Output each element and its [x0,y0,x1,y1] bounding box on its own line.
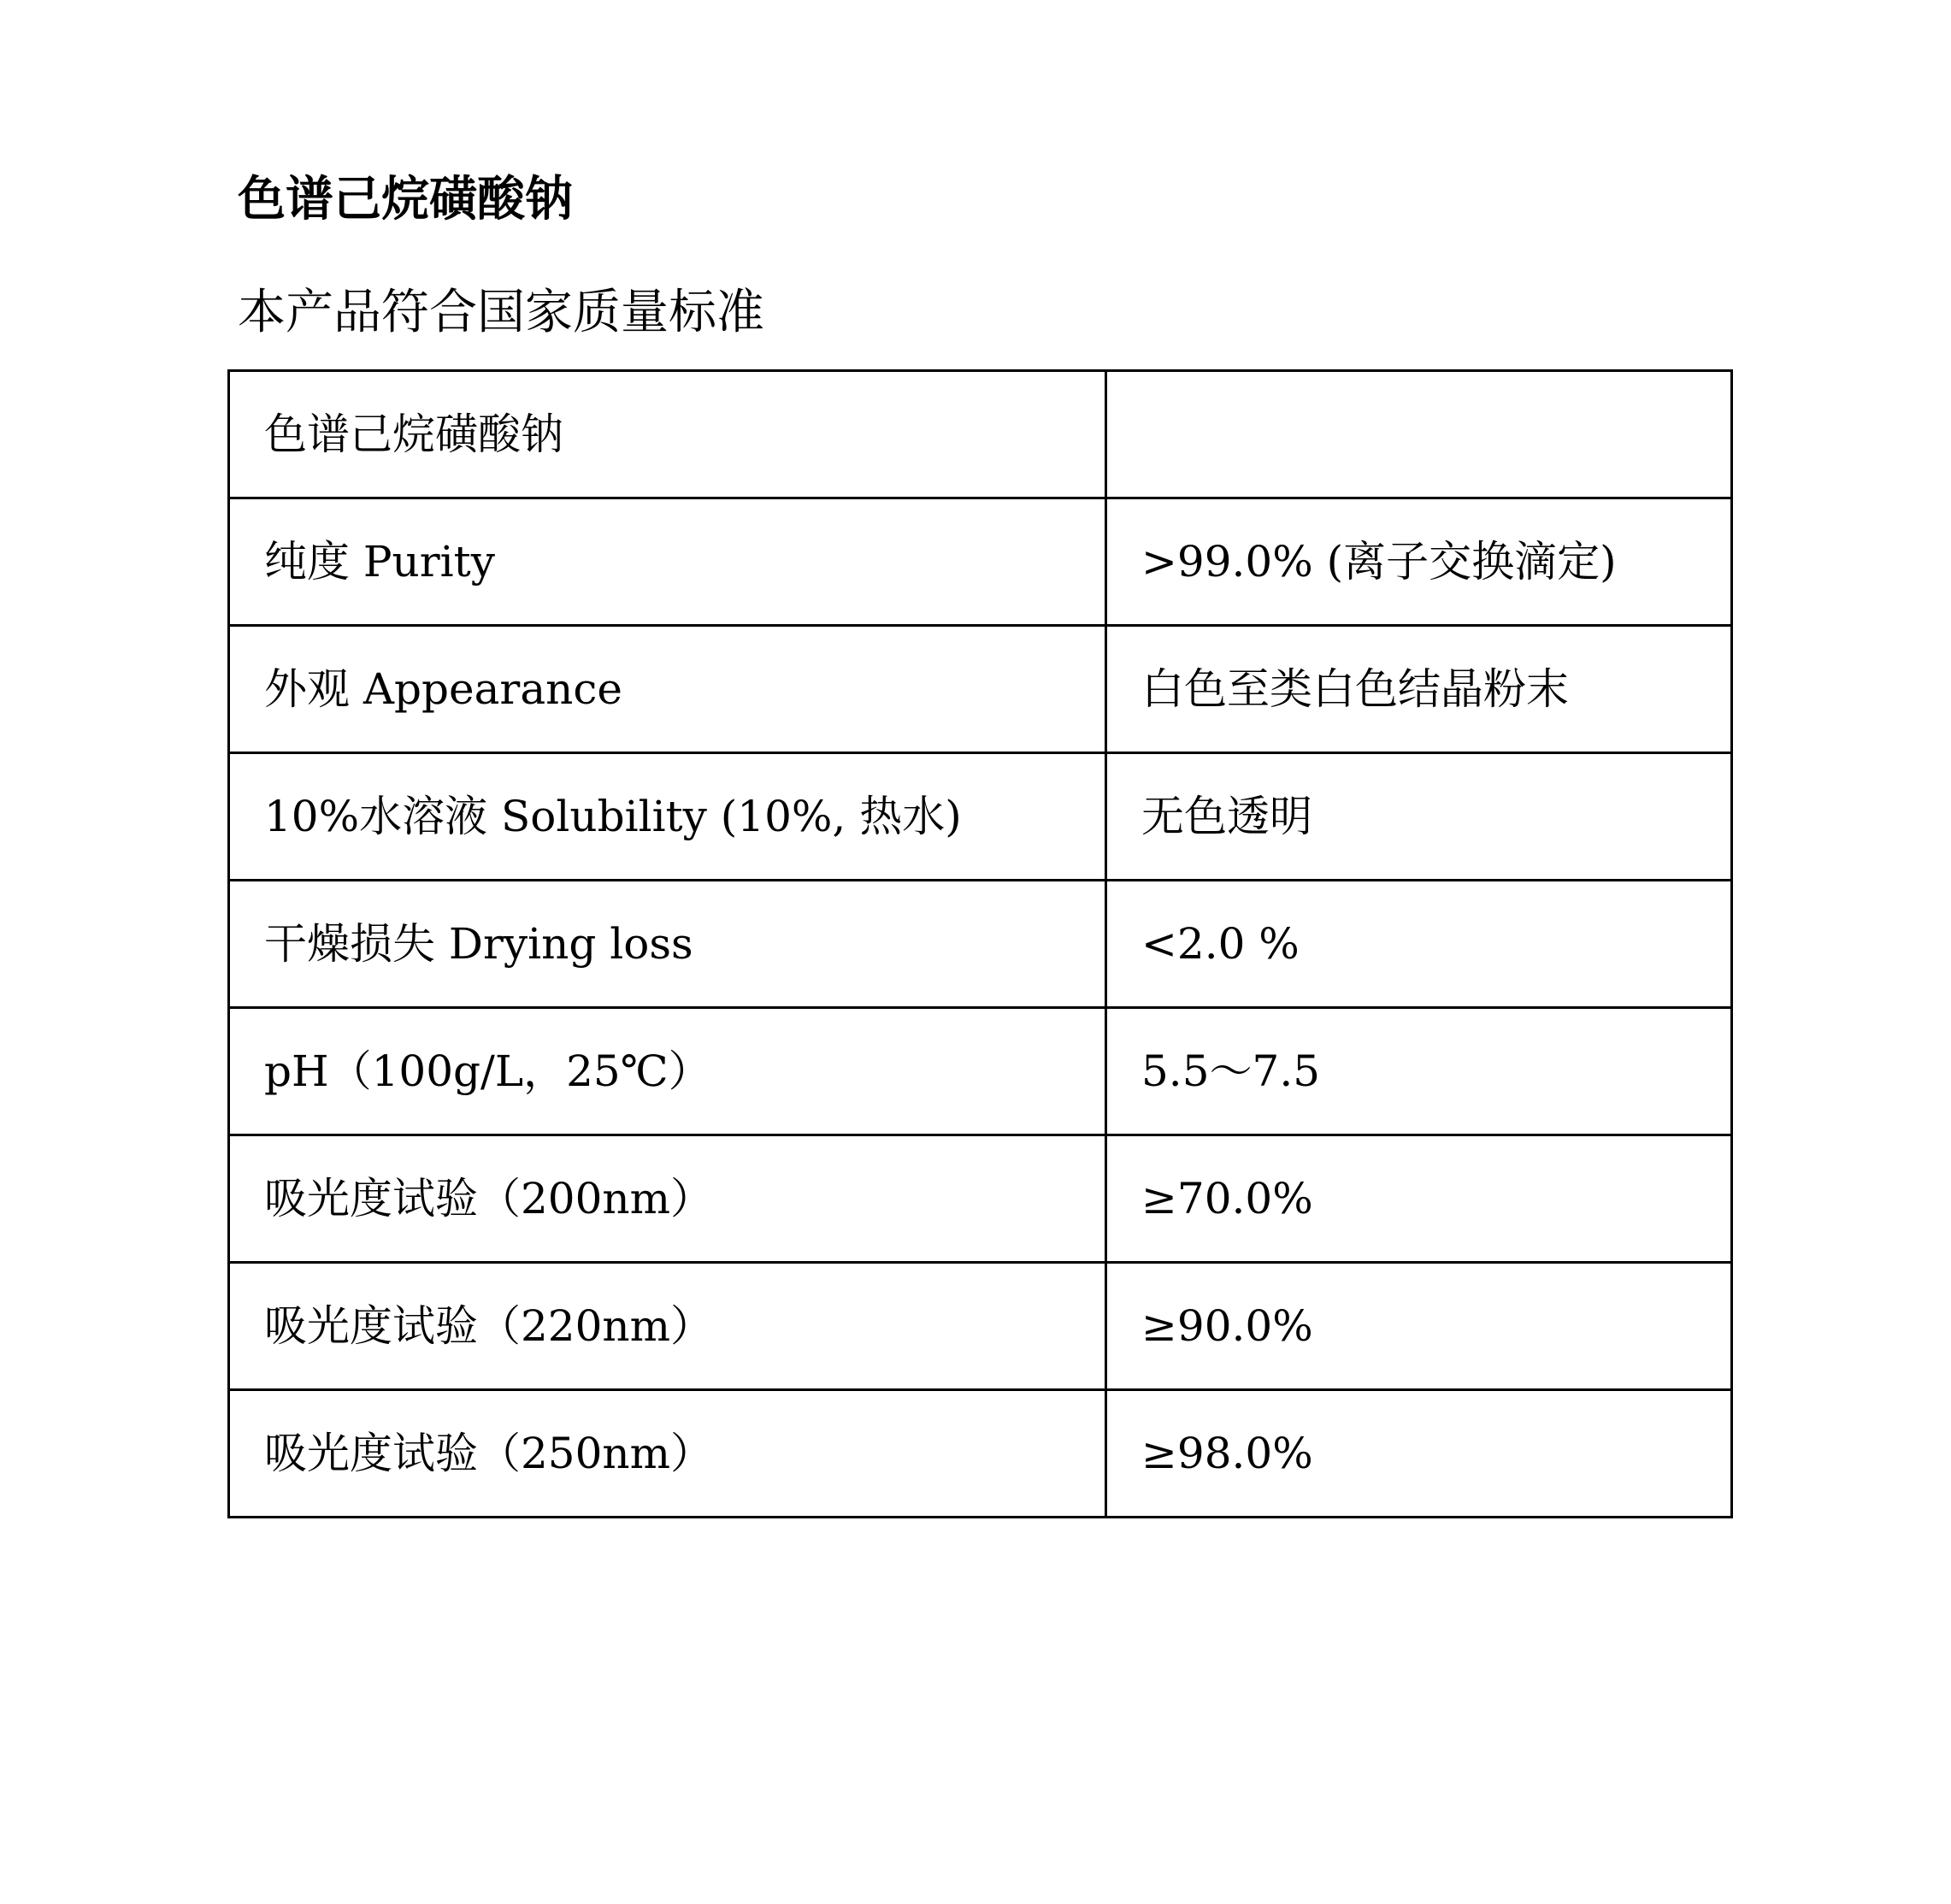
table-row [229,371,1732,498]
spec-value-cell: 白色至类白色结晶粉末 [1106,626,1732,753]
spec-item-cell: 吸光度试验（220nm） [229,1263,1106,1390]
specification-table [227,369,1733,1518]
document-subtitle: 本产品符合国家质量标准 [238,285,764,340]
table-row [229,1390,1732,1518]
table-row [229,881,1732,1008]
spec-value-cell: ≥90.0% [1106,1263,1732,1390]
table-row [229,626,1732,753]
spec-value-cell: 无色透明 [1106,753,1732,881]
spec-item-cell: 吸光度试验（250nm） [229,1390,1106,1518]
spec-item-cell: pH（100g/L，25℃） [229,1008,1106,1135]
document-title: 色谱己烷磺酸钠 [238,172,573,227]
spec-item-cell: 吸光度试验（200nm） [229,1135,1106,1263]
spec-value-cell: ≥70.0% [1106,1135,1732,1263]
table-row [229,1263,1732,1390]
table-row [229,498,1732,626]
spec-value-cell: >99.0% (离子交换滴定) [1106,498,1732,626]
table-row [229,1135,1732,1263]
spec-item-cell: 外观 Appearance [229,626,1106,753]
spec-item-cell: 纯度 Purity [229,498,1106,626]
spec-value-cell [1106,371,1732,498]
spec-item-cell: 10%水溶液 Solubility (10%, 热水) [229,753,1106,881]
table-row [229,1008,1732,1135]
spec-value-cell: 5.5～7.5 [1106,1008,1732,1135]
spec-value-cell: ≥98.0% [1106,1390,1732,1518]
spec-item-cell: 干燥损失 Drying loss [229,881,1106,1008]
table-row [229,753,1732,881]
spec-value-cell: <2.0 % [1106,881,1732,1008]
spec-item-cell: 色谱己烷磺酸钠 [229,371,1106,498]
